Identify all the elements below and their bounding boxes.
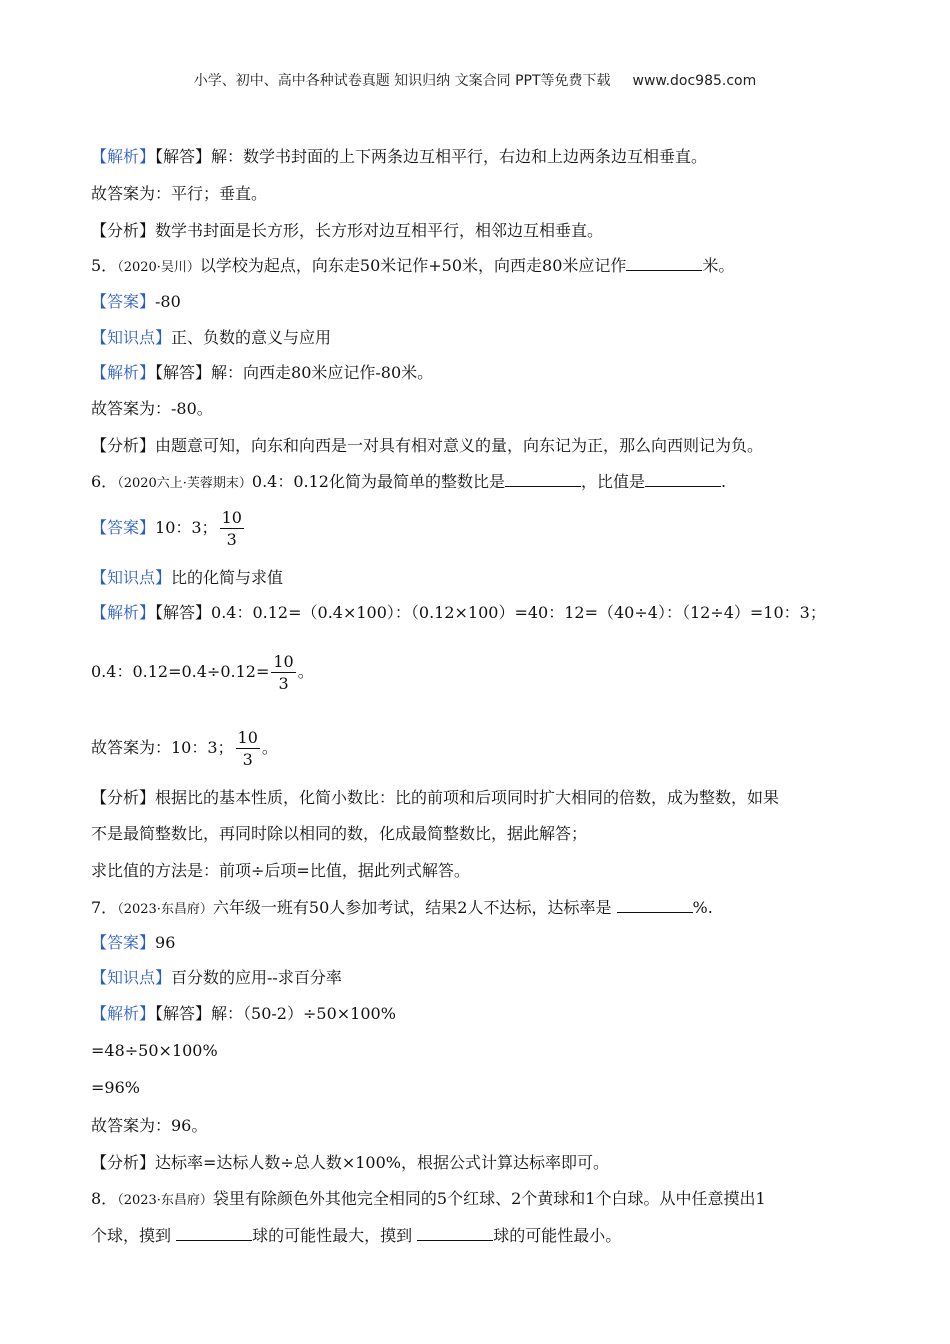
q6-blank-2[interactable] <box>645 472 721 487</box>
q5-blank[interactable] <box>626 256 702 271</box>
q7-stem-text: 六年级一班有50人参加考试，结果2人不达标，达标率是 <box>212 898 612 917</box>
q6-answer-line <box>91 726 278 770</box>
tag-fenxi: 【分析】 <box>91 1153 156 1172</box>
q7-number: 7． <box>91 898 118 917</box>
tag-fenxi: 【分析】 <box>91 436 156 455</box>
q5-answer-value: -80 <box>155 292 181 311</box>
q6-fenxi-2: 不是最简整数比，再同时除以相同的数，化成最简整数比，据此解答； <box>91 824 588 843</box>
q6-number: 6． <box>91 472 118 491</box>
q6-answer-fraction <box>220 507 244 549</box>
q5-answer <box>91 292 181 312</box>
q6-knowledge <box>91 568 283 588</box>
tag-fenxi: 【分析】 <box>91 788 156 807</box>
q5-jiexi <box>91 363 433 383</box>
q6-jiexi <box>91 603 826 623</box>
q6-answer-text: 10：3； <box>155 518 218 537</box>
q8-blank-1[interactable] <box>176 1226 252 1241</box>
q6-blank-1[interactable] <box>505 472 581 487</box>
header-text: 小学、初中、高中各种试卷真题 知识归纳 文案合同 PPT等免费下载 <box>193 73 611 89</box>
tag-jiexi: 【解析】 <box>91 603 156 622</box>
q7-blank[interactable] <box>617 898 693 913</box>
fraction-denominator: 3 <box>278 673 289 693</box>
q6-calc <box>91 650 314 694</box>
q8-stem-2 <box>91 1226 621 1246</box>
q5-knowledge <box>91 328 331 348</box>
q8-stem-1 <box>91 1189 766 1211</box>
tag-daan: 【答案】 <box>91 518 156 537</box>
q6-stem <box>91 472 726 494</box>
tag-zhishidian: 【知识点】 <box>91 568 172 587</box>
tag-daan: 【答案】 <box>91 933 156 952</box>
q7-answer <box>91 933 175 953</box>
q6-stem-mid: ，比值是 <box>580 472 645 491</box>
q7-answer-line: 故答案为：96。 <box>91 1116 208 1135</box>
q6-calc-text: 0.4：0.12=0.4÷0.12= <box>91 662 270 681</box>
q7-jiexi <box>91 1004 396 1024</box>
q6-fenxi-text-1: 根据比的基本性质，化简小数比：比的前项和后项同时扩大相同的倍数，成为整数，如果 <box>155 788 780 807</box>
q7-source: （2023·东昌府） <box>117 902 213 917</box>
q7-stem-end: %. <box>692 898 713 917</box>
q5-stem-end: 米。 <box>702 256 735 275</box>
fraction-denominator: 3 <box>242 749 253 769</box>
q8-source: （2023·东昌府） <box>117 1193 213 1208</box>
q7-knowledge <box>91 968 342 988</box>
tag-zhishidian: 【知识点】 <box>91 328 172 347</box>
tag-jiexi: 【解析】 <box>91 363 156 382</box>
q6-calc-end: 。 <box>297 662 314 681</box>
q5-knowledge-text: 正、负数的意义与应用 <box>171 328 332 347</box>
q6-source: （2020六上·芙蓉期末） <box>117 476 252 491</box>
q5-fenxi <box>91 436 763 456</box>
tag-jieda: 【解答】 <box>155 603 212 622</box>
q5-fenxi-text: 由题意可知，向东和向西是一对具有相对意义的量，向东记为正，那么向西则记为负。 <box>155 436 764 455</box>
fraction-numerator: 10 <box>273 651 294 671</box>
tag-jieda: 【解答】 <box>155 147 212 166</box>
q4-fenxi-text: 数学书封面是长方形，长方形对边互相平行，相邻边互相垂直。 <box>155 221 604 240</box>
q6-fenxi-3: 求比值的方法是：前项÷后项=比值，据此列式解答。 <box>91 861 470 880</box>
q7-fenxi <box>91 1153 609 1173</box>
q6-answer-line-fraction <box>236 727 260 769</box>
q7-fenxi-text: 达标率=达标人数÷总人数×100%，根据公式计算达标率即可。 <box>155 1153 609 1172</box>
q6-knowledge-text: 比的化简与求值 <box>171 568 284 587</box>
q8-stem-text: 袋里有除颜色外其他完全相同的5个红球、2个黄球和1个白球。从中任意摸出1 <box>212 1189 766 1208</box>
tag-jieda: 【解答】 <box>155 363 212 382</box>
q4-fenxi <box>91 221 603 241</box>
page-header <box>0 70 950 90</box>
q6-jiexi-text: 0.4：0.12=（0.4×100）：（0.12×100）=40：12=（40÷4）：（12÷4）=10：3； <box>211 603 826 622</box>
q7-step-2: =96% <box>91 1078 140 1097</box>
fraction-numerator: 10 <box>237 727 258 747</box>
q5-answer-line: 故答案为：-80。 <box>91 399 213 418</box>
q6-answer-line-end: 。 <box>261 738 278 757</box>
q6-stem-end: . <box>721 472 727 491</box>
q6-stem-text: 0.4：0.12化简为最简单的整数比是 <box>251 472 505 491</box>
q7-jiexi-text: 解：（50-2）÷50×100% <box>211 1004 396 1023</box>
q5-source: （2020·吴川） <box>117 260 200 275</box>
header-url[interactable]: www.doc985.com <box>632 73 757 89</box>
q7-knowledge-text: 百分数的应用--求百分率 <box>171 968 342 987</box>
q8-stem-end: 球的可能性最小。 <box>493 1226 622 1245</box>
q4-answer-line: 故答案为：平行；垂直。 <box>91 184 268 203</box>
fraction-numerator: 10 <box>221 507 242 527</box>
q8-stem-text-3: 球的可能性最大，摸到 <box>252 1226 413 1245</box>
q7-step-1: =48÷50×100% <box>91 1041 218 1060</box>
q7-stem <box>91 898 713 920</box>
q5-number: 5． <box>91 256 118 275</box>
tag-fenxi: 【分析】 <box>91 221 156 240</box>
q4-jiexi-text: 解：数学书封面的上下两条边互相平行，右边和上边两条边互相垂直。 <box>211 147 708 166</box>
q7-answer-value: 96 <box>155 933 176 952</box>
tag-zhishidian: 【知识点】 <box>91 968 172 987</box>
q5-jiexi-text: 解：向西走80米应记作-80米。 <box>211 363 434 382</box>
q5-stem-text: 以学校为起点，向东走50米记作+50米，向西走80米应记作 <box>199 256 627 275</box>
fraction-denominator: 3 <box>226 529 237 549</box>
tag-daan: 【答案】 <box>91 292 156 311</box>
q8-number: 8． <box>91 1189 118 1208</box>
tag-jieda: 【解答】 <box>155 1004 212 1023</box>
q4-jiexi <box>91 147 707 167</box>
q8-blank-2[interactable] <box>417 1226 493 1241</box>
tag-jiexi: 【解析】 <box>91 147 156 166</box>
q8-stem-text-2: 个球，摸到 <box>91 1226 172 1245</box>
tag-jiexi: 【解析】 <box>91 1004 156 1023</box>
q5-stem <box>91 256 734 278</box>
q6-answer <box>91 506 246 550</box>
q6-fenxi-1 <box>91 788 779 808</box>
q6-answer-line-text: 故答案为：10：3； <box>91 738 234 757</box>
q6-calc-fraction <box>271 651 295 693</box>
